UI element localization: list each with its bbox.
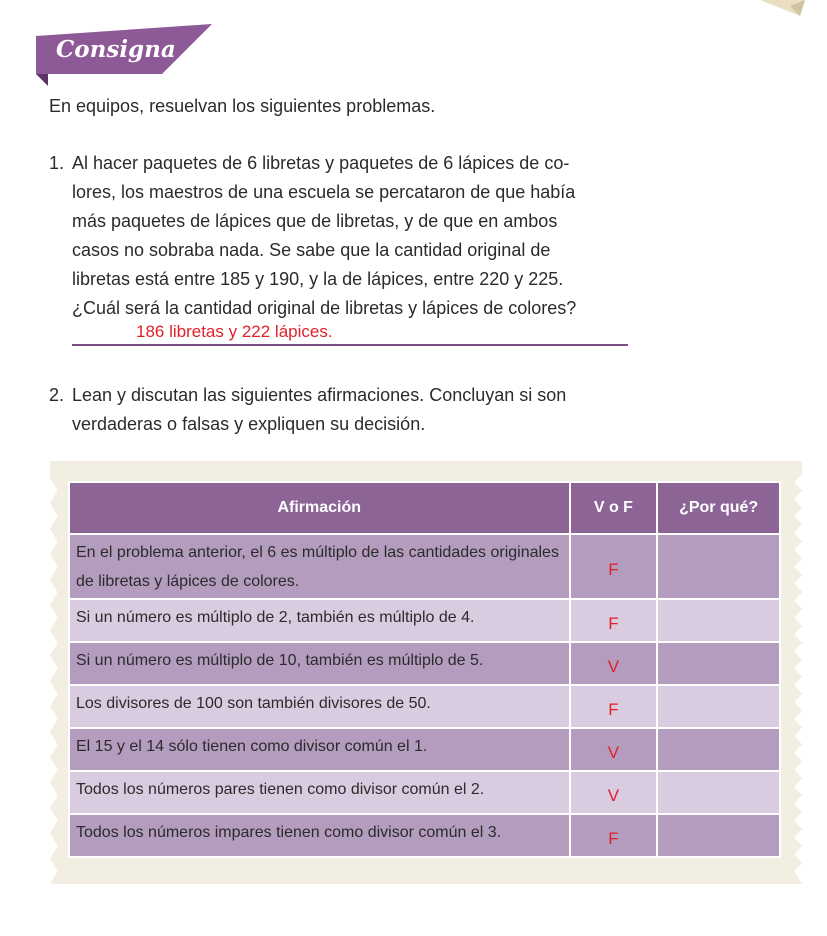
problem-1 — [49, 149, 628, 323]
why-cell[interactable] — [657, 814, 780, 857]
why-cell[interactable] — [657, 771, 780, 814]
statement-cell: En el problema anterior, el 6 es múltiplo de las cantidades originales de libretas y lápices de colores. — [69, 534, 570, 599]
table-row — [69, 728, 780, 771]
table-row — [69, 642, 780, 685]
why-cell[interactable] — [657, 685, 780, 728]
vof-cell[interactable]: V — [570, 642, 658, 685]
vof-cell[interactable]: F — [570, 814, 658, 857]
why-cell[interactable] — [657, 642, 780, 685]
page-corner-decoration — [760, 0, 805, 16]
header-vof: V o F — [570, 482, 658, 534]
problem-number: 2. — [49, 385, 65, 405]
table-row — [69, 534, 780, 599]
statement-cell: El 15 y el 14 sólo tienen como divisor común el 1. — [69, 728, 570, 771]
vof-cell[interactable]: V — [570, 771, 658, 814]
header-afirmacion: Afirmación — [69, 482, 570, 534]
statement-cell: Los divisores de 100 son también divisores de 50. — [69, 685, 570, 728]
problem-2 — [49, 381, 628, 439]
problem-line: verdaderas o falsas y expliquen su decisión. — [72, 414, 426, 434]
table-row — [69, 814, 780, 857]
why-cell[interactable] — [657, 728, 780, 771]
answer-line — [72, 344, 628, 346]
vof-cell[interactable]: F — [570, 534, 658, 599]
problem-line: casos no sobraba nada. Se sabe que la cantidad original de — [72, 240, 551, 260]
why-cell[interactable] — [657, 599, 780, 642]
problem-number: 1. — [49, 153, 65, 173]
vof-cell[interactable]: F — [570, 685, 658, 728]
problem-line: ¿Cuál será la cantidad original de libretas y lápices de colores? — [72, 298, 577, 318]
table-row — [69, 685, 780, 728]
statement-cell: Todos los números impares tienen como divisor común el 3. — [69, 814, 570, 857]
problem-line: lores, los maestros de una escuela se percataron de que había — [72, 182, 576, 202]
header-por-que: ¿Por qué? — [657, 482, 780, 534]
problem-line: Al hacer paquetes de 6 libretas y paquetes de 6 lápices de co- — [72, 153, 570, 173]
answer-text: 186 libretas y 222 lápices. — [136, 322, 333, 341]
vof-cell[interactable]: F — [570, 599, 658, 642]
vof-cell[interactable]: V — [570, 728, 658, 771]
table-row — [69, 771, 780, 814]
statements-table — [68, 481, 781, 858]
statement-cell: Si un número es múltiplo de 2, también es múltiplo de 4. — [69, 599, 570, 642]
why-cell[interactable] — [657, 534, 780, 599]
problem-line: más paquetes de lápices que de libretas, y de que en ambos — [72, 211, 558, 231]
statement-cell: Si un número es múltiplo de 10, también es múltiplo de 5. — [69, 642, 570, 685]
statement-cell: Todos los números pares tienen como divisor común el 2. — [69, 771, 570, 814]
intro-text: En equipos, resuelvan los siguientes problemas. — [49, 96, 436, 116]
problem-line: Lean y discutan las siguientes afirmaciones. Concluyan si son — [72, 385, 567, 405]
consigna-label: Consigna — [56, 36, 176, 63]
problem-line: libretas está entre 185 y 190, y la de lápices, entre 220 y 225. — [72, 269, 564, 289]
table-row — [69, 599, 780, 642]
